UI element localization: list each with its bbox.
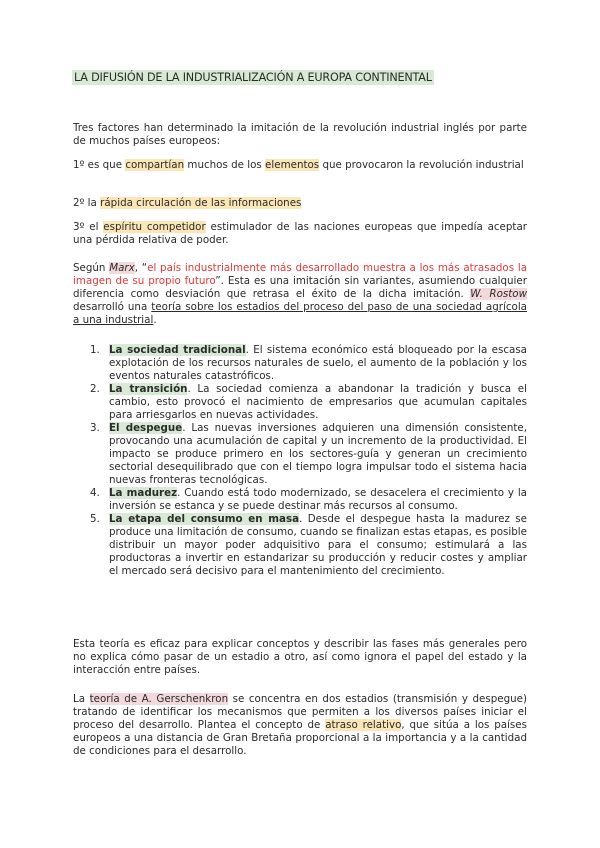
factor-1-text: que provocaron la revolución industrial [319, 159, 524, 171]
stage-term: La sociedad tradicional [109, 344, 246, 356]
gersch-text: La [73, 693, 90, 705]
marx-text: desarrolló una [73, 301, 152, 313]
list-number: 1. [90, 344, 100, 356]
factor-1-text: muchos de los [184, 159, 266, 171]
stage-term: El despegue [109, 422, 183, 434]
marx-paragraph [73, 262, 527, 327]
factor-3-text: 3º el [73, 221, 104, 233]
highlight-gerschenkron: teoría de A. Gerschenkron [89, 693, 229, 705]
stage-term: La etapa del consumo en masa [109, 513, 300, 525]
stage-text: . Cuando está todo modernizado, se desacelera el crecimiento y la inversión se estanca y se puede destinar más recursos al consumo. [109, 487, 527, 512]
list-item [90, 487, 527, 513]
highlight-marx: Marx [109, 262, 135, 274]
marx-text: . [153, 314, 157, 326]
intro-paragraph: Tres factores han determinado la imitación de la revolución industrial inglés por parte de muchos países europeos: [73, 122, 527, 147]
stage-text: . Las nuevas inversiones adquieren una dimensión consistente, provocando una acumulación de capital y un incremento de la productividad. El impacto se produce primero en los sectores-guía y generan un crecimiento sectorial desequilibrado que con el tiempo logra impulsar todo el sistema hacia nuevas fronteras tecnológicas. [109, 422, 527, 486]
highlight-espiritu-competidor: espíritu competidor [103, 221, 206, 233]
factor-2-text: 2º la [73, 197, 101, 209]
list-item [90, 383, 527, 422]
stages-list [90, 344, 527, 578]
highlight-elementos: elementos [265, 159, 320, 171]
gersch-text: , que sitúa a los países europeos a una distancia de Gran Bretaña proporcional a la importancia y a la cantidad de condiciones para el desarrollo. [73, 719, 528, 757]
gersch-text: se concentra en dos estadios (transmisión y despegue) tratando de identificar los mecanismos que permiten a los diversos países iniciar el proceso del desarrollo. Plantea el concepto de [73, 693, 527, 731]
factor-1-paragraph [73, 159, 527, 172]
highlight-rapida-circulacion: rápida circulación de las informaciones [100, 197, 302, 209]
stage-text: . Desde el despegue hasta la madurez se produce una limitación de consumo, cuando se finalizan estas etapas, es posible distribuir un mayor poder adquisitivo para el consumo; estimulará a las productoras a invertir en estandarizar su producción y reducir costes y ampliar el mercado será decisivo para el mantenimiento del crecimiento. [109, 513, 527, 577]
highlight-compartian: compartían [125, 159, 185, 171]
list-item [90, 513, 527, 578]
highlight-atraso-relativo: atraso relativo [325, 719, 402, 731]
stage-term: La transición [109, 383, 188, 395]
factor-3-paragraph [73, 221, 527, 247]
highlight-rostow: W. Rostow [470, 288, 527, 300]
marx-text: , “ [134, 262, 148, 274]
list-item [90, 422, 527, 487]
marx-quote: el país industrialmente más desarrollado muestra a los más atrasados la imagen de su propio futuro [73, 262, 528, 287]
list-item [90, 344, 527, 383]
gerschenkron-paragraph [73, 693, 527, 758]
stage-term: La madurez [109, 487, 178, 499]
stage-text: . El sistema económico está bloqueado por la escasa explotación de los recursos naturales de suelo, el aumento de la población y los eventos naturales catastróficos. [109, 344, 527, 382]
marx-text: ”. Esta es una imitación sin variantes, asumiendo cualquier diferencia como desviación que retrasa el éxito de la dicha imitación. [73, 275, 527, 300]
list-number: 2. [90, 383, 100, 395]
factor-1-text: 1º es que [73, 159, 126, 171]
efficacy-paragraph: Esta teoría es eficaz para explicar conceptos y describir las fases más generales pero no explica cómo pasar de un estadio a otro, así como ignora el papel del estado y la interacción entre países. [73, 638, 527, 676]
factor-2-paragraph [73, 197, 527, 210]
stage-text: . La sociedad comienza a abandonar la tradición y busca el cambio, esto provocó el nacimiento de empresarios que acumulan capitales para arriesgarlos en nuevas actividades. [109, 383, 527, 421]
page-title: LA DIFUSIÓN DE LA INDUSTRIALIZACIÓN A EUROPA CONTINENTAL [74, 71, 432, 84]
list-number: 3. [90, 422, 100, 434]
list-number: 5. [90, 513, 100, 525]
factor-3-text: estimulador de las naciones europeas que impedía aceptar una pérdida relativa de poder. [73, 221, 528, 246]
marx-text: Según [73, 262, 110, 274]
rostow-theory-underlined: teoría sobre los estadios del proceso del paso de una sociedad agrícola a una industrial [73, 301, 527, 326]
list-number: 4. [90, 487, 100, 499]
